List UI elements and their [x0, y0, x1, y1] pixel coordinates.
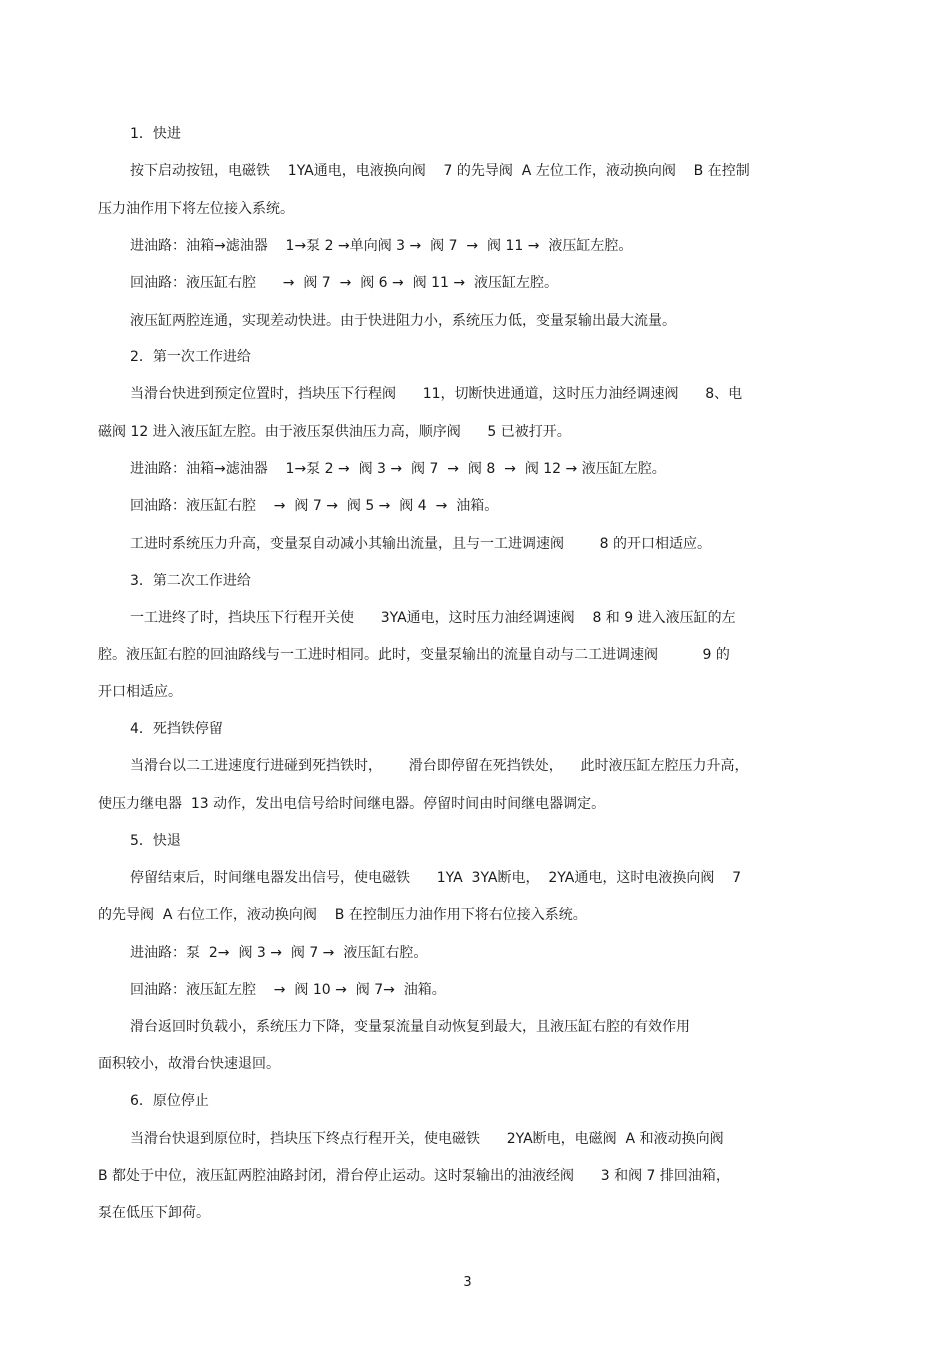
paragraph-line: 液压缸两腔连通，实现差动快进。由于快进阻力小，系统压力低，变量泵输出最大流量。	[130, 313, 676, 329]
paragraph-line: 一工进终了时，挡块压下行程开关使 3YA通电，这时压力油经调速阀 8 和 9 进入液压缸的左	[130, 610, 736, 626]
oil-inlet-path: 进油路：油箱→滤油器 1→泵 2 →单向阀 3 → 阀 7 → 阀 11 → 液压缸左腔。	[130, 238, 633, 254]
paragraph-line: 压力油作用下将左位接入系统。	[98, 201, 294, 217]
paragraph-line: 当滑台快进到预定位置时，挡块压下行程阀 11，切断快进通道，这时压力油经调速阀 8、电	[130, 386, 743, 402]
paragraph-line: 的先导阀 A 右位工作，液动换向阀 B 在控制压力油作用下将右位接入系统。	[98, 907, 587, 923]
paragraph-line: 开口相适应。	[98, 684, 182, 700]
paragraph-line: 停留结束后，时间继电器发出信号，使电磁铁 1YA 3YA断电， 2YA通电，这时电液换向阀 7	[130, 870, 742, 886]
section-heading-home-stop: 6．原位停止	[130, 1093, 209, 1109]
paragraph-line: 当滑台以二工进速度行进碰到死挡铁时， 滑台即停留在死挡铁处， 此时液压缸左腔压力升高，	[130, 758, 749, 774]
section-heading-second-feed: 3．第二次工作进给	[130, 573, 251, 589]
paragraph-line: 当滑台快退到原位时，挡块压下终点行程开关，使电磁铁 2YA断电，电磁阀 A 和液动换向阀	[130, 1131, 724, 1147]
paragraph-line: 工进时系统压力升高，变量泵自动减小其输出流量，且与一工进调速阀 8 的开口相适应。	[130, 536, 711, 552]
section-heading-fast-return: 5．快退	[130, 833, 181, 849]
oil-inlet-path: 进油路：泵 2→ 阀 3 → 阀 7 → 液压缸右腔。	[130, 945, 428, 961]
oil-return-path: 回油路：液压缸左腔 → 阀 10 → 阀 7→ 油箱。	[130, 982, 446, 998]
paragraph-line: 滑台返回时负载小，系统压力下降，变量泵流量自动恢复到最大，且液压缸右腔的有效作用	[130, 1019, 690, 1035]
oil-inlet-path: 进油路：油箱→滤油器 1→泵 2 → 阀 3 → 阀 7 → 阀 8 → 阀 12 → 液压缸左腔。	[130, 461, 666, 477]
paragraph-line: 使压力继电器 13 动作，发出电信号给时间继电器。停留时间由时间继电器调定。	[98, 796, 606, 812]
oil-return-path: 回油路：液压缸右腔 → 阀 7 → 阀 6 → 阀 11 → 液压缸左腔。	[130, 275, 559, 291]
paragraph-line: 面积较小，故滑台快速退回。	[98, 1056, 280, 1072]
paragraph-line: B 都处于中位，液压缸两腔油路封闭，滑台停止运动。这时泵输出的油液经阀 3 和阀 7 排回油箱，	[98, 1168, 730, 1184]
paragraph-line: 按下启动按钮，电磁铁 1YA通电，电液换向阀 7 的先导阀 A 左位工作，液动换向阀 B 在控制	[130, 163, 750, 179]
section-heading-fast-forward: 1．快进	[130, 126, 181, 142]
paragraph-line: 泵在低压下卸荷。	[98, 1205, 210, 1221]
paragraph-line: 磁阀 12 进入液压缸左腔。由于液压泵供油压力高，顺序阀 5 已被打开。	[98, 424, 571, 440]
section-heading-first-feed: 2．第一次工作进给	[130, 349, 251, 365]
page-number: 3	[463, 1275, 472, 1290]
oil-return-path: 回油路：液压缸右腔 → 阀 7 → 阀 5 → 阀 4 → 油箱。	[130, 498, 499, 514]
section-heading-dead-stop: 4．死挡铁停留	[130, 721, 223, 737]
paragraph-line: 腔。液压缸右腔的回油路线与一工进时相同。此时，变量泵输出的流量自动与二工进调速阀 9 的	[98, 647, 730, 663]
